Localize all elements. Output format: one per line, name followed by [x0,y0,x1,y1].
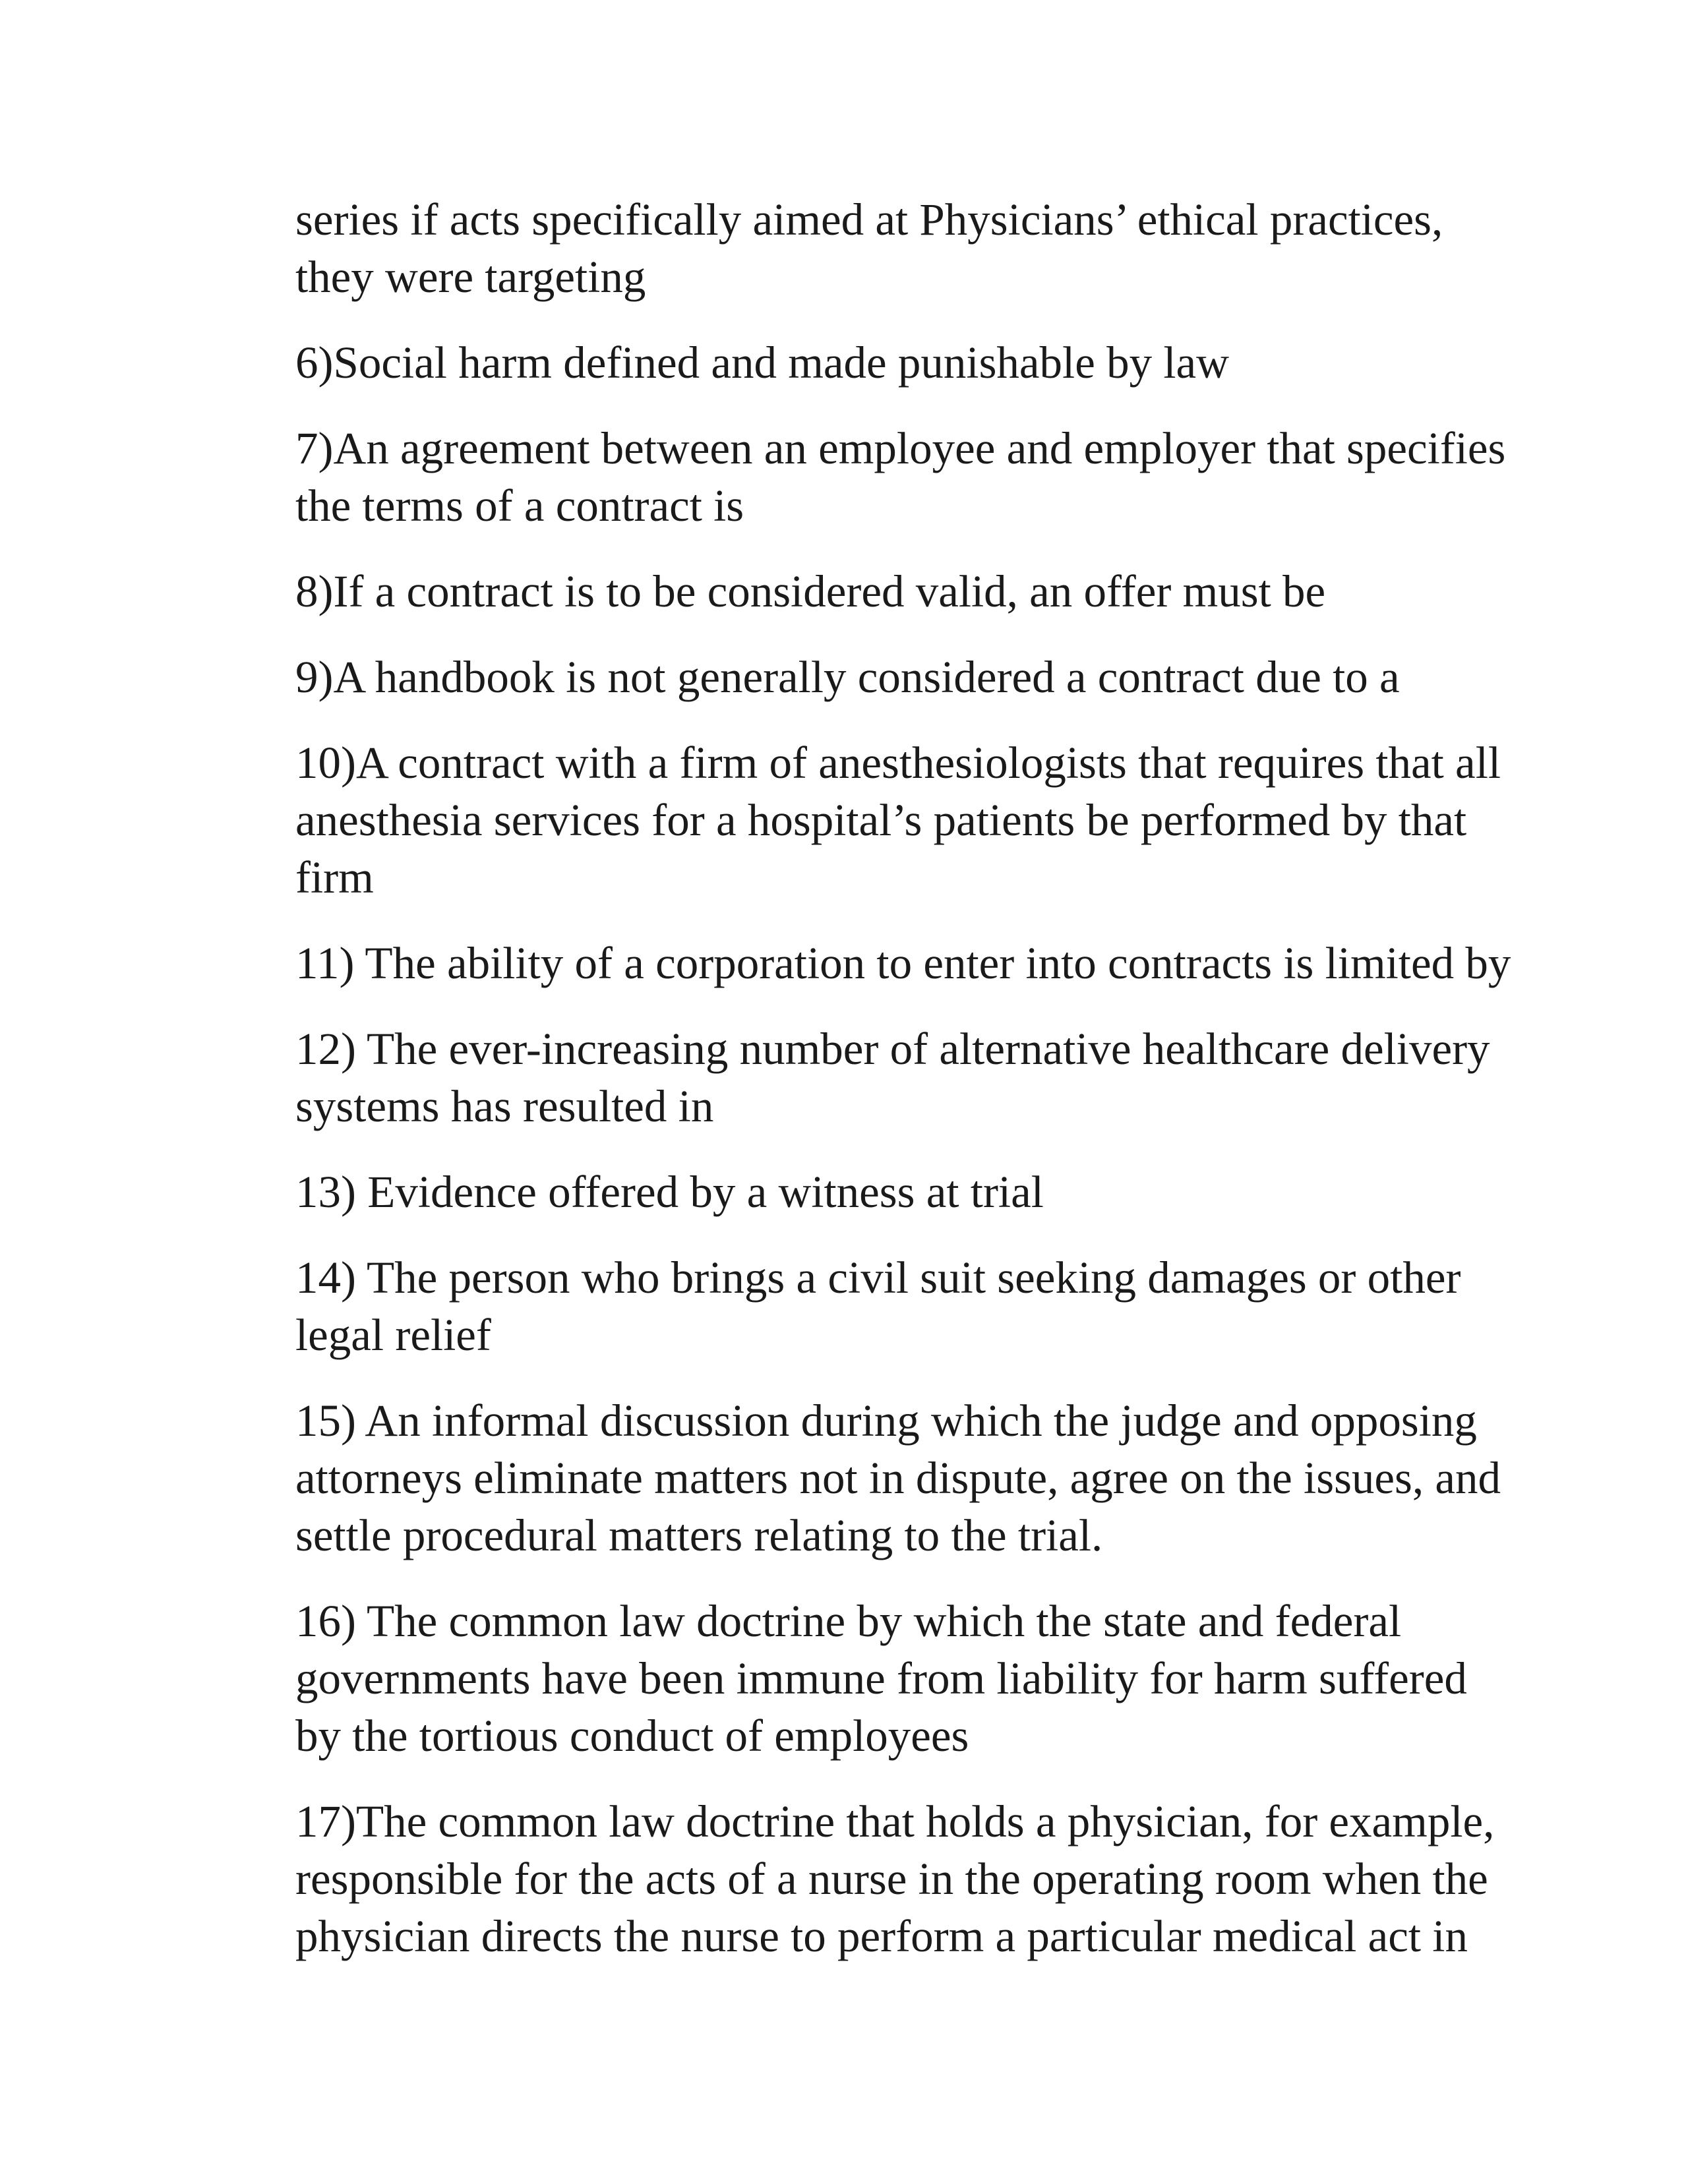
text-line: 11) The ability of a corporation to enter into contracts is limited by [295,938,1511,988]
question-6 [295,334,1509,392]
text-line: anesthesia services for a hospital’s patients be performed by that [295,795,1467,845]
text-line: 16) The common law doctrine by which the state and federal [295,1596,1402,1646]
question-8 [295,563,1509,620]
text-line: they were targeting [295,252,646,302]
text-line: 7)An agreement between an employee and employer that specifies [295,423,1506,473]
text-line: systems has resulted in [295,1081,714,1131]
text-line: by the tortious conduct of employees [295,1711,969,1761]
text-line: 9)A handbook is not generally considered a contract due to a [295,652,1400,702]
document-body [295,191,1509,1993]
question-11 [295,935,1509,992]
text-line: the terms of a contract is [295,481,744,531]
text-line: series if acts specifically aimed at Physicians’ ethical practices, [295,194,1443,245]
question-16 [295,1593,1509,1765]
question-9 [295,649,1509,706]
text-line: attorneys eliminate matters not in dispute, agree on the issues, and [295,1453,1501,1503]
question-7 [295,420,1509,535]
text-line: 6)Social harm defined and made punishable by law [295,338,1229,388]
text-line: 10)A contract with a firm of anesthesiologists that requires that all [295,738,1501,788]
text-line: 13) Evidence offered by a witness at trial [295,1167,1044,1217]
text-line: legal relief [295,1310,491,1360]
text-line: 15) An informal discussion during which the judge and opposing [295,1396,1477,1446]
text-line: 17)The common law doctrine that holds a physician, for example, [295,1796,1495,1846]
question-14 [295,1249,1509,1364]
text-line: responsible for the acts of a nurse in the operating room when the [295,1854,1488,1904]
question-17 [295,1793,1509,1965]
text-line: 8)If a contract is to be considered valid, an offer must be [295,566,1326,616]
text-line: 14) The person who brings a civil suit seeking damages or other [295,1253,1461,1303]
text-line: governments have been immune from liability for harm suffered [295,1653,1467,1703]
question-13 [295,1164,1509,1221]
text-line: 12) The ever-increasing number of alternative healthcare delivery [295,1024,1490,1074]
question-12 [295,1020,1509,1135]
text-line: settle procedural matters relating to the trial. [295,1510,1103,1560]
question-10 [295,734,1509,906]
question-15 [295,1392,1509,1564]
text-line: firm [295,852,374,902]
text-line: physician directs the nurse to perform a particular medical act in [295,1911,1468,1961]
paragraph-continuation [295,191,1509,306]
